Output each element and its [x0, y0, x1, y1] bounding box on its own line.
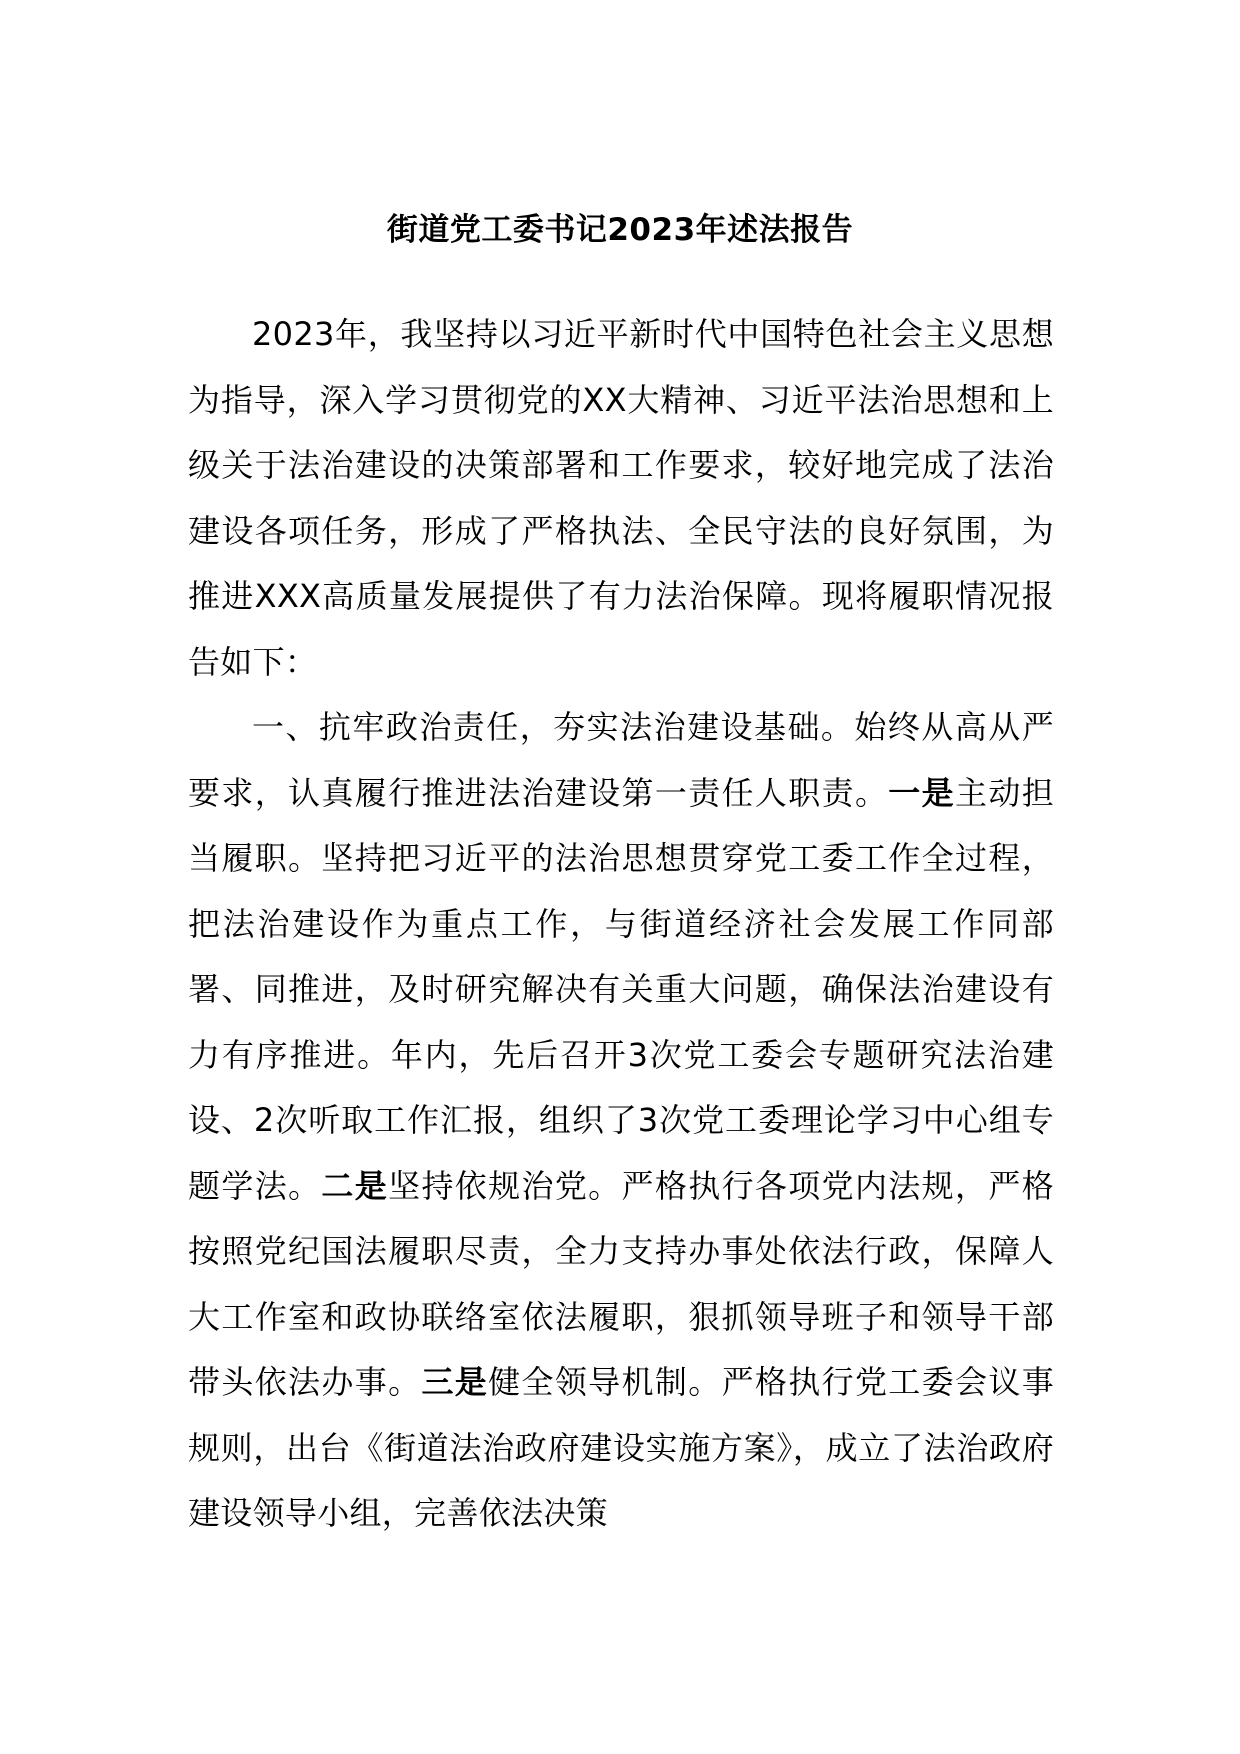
- bold-point-label: 二是: [321, 1166, 389, 1205]
- document-body: [188, 302, 1054, 1547]
- text-segment: 一、抗牢政治责任，夯实法治建设基础。始终从高从严要求，认真履行推进法治建设第一责任人职责。: [188, 708, 1054, 812]
- text-segment: 坚持依规治党。严格执行各项党内法规，严格按照党纪国法履职尽责，全力支持办事处依法行政，保障人大工作室和政协联络室依法履职，狠抓领导班子和领导干部带头依法办事。: [188, 1166, 1054, 1401]
- text-segment: 主动担当履职。坚持把习近平的法治思想贯穿党工委工作全过程，把法治建设作为重点工作，与街道经济社会发展工作同部署、同推进，及时研究解决有关重大问题，确保法治建设有力有序推进。年内，先后召开3次党工委会专题研究法治建设、2次听取工作汇报，组织了3次党工委理论学习中心组专题学法。: [188, 773, 1054, 1205]
- bold-point-label: 三是: [421, 1363, 489, 1401]
- paragraph-section-one: [188, 695, 1054, 1547]
- text-segment: 2023年，我坚持以习近平新时代中国特色社会主义思想为指导，深入学习贯彻党的XX大精神、习近平法治思想和上级关于法治建设的决策部署和工作要求，较好地完成了法治建设各项任务，形成了严格执法、全民守法的良好氛围，为推进XXX高质量发展提供了有力法治保障。现将履职情况报告如下：: [188, 315, 1054, 681]
- paragraph-intro: [188, 302, 1054, 695]
- bold-point-label: 一是: [888, 773, 955, 812]
- text-segment: 健全领导机制。严格执行党工委会议事规则，出台《街道法治政府建设实施方案》，成立了法治政府建设领导小组，完善依法决策: [188, 1363, 1054, 1532]
- document-title: 街道党工委书记2023年述法报告: [386, 212, 854, 248]
